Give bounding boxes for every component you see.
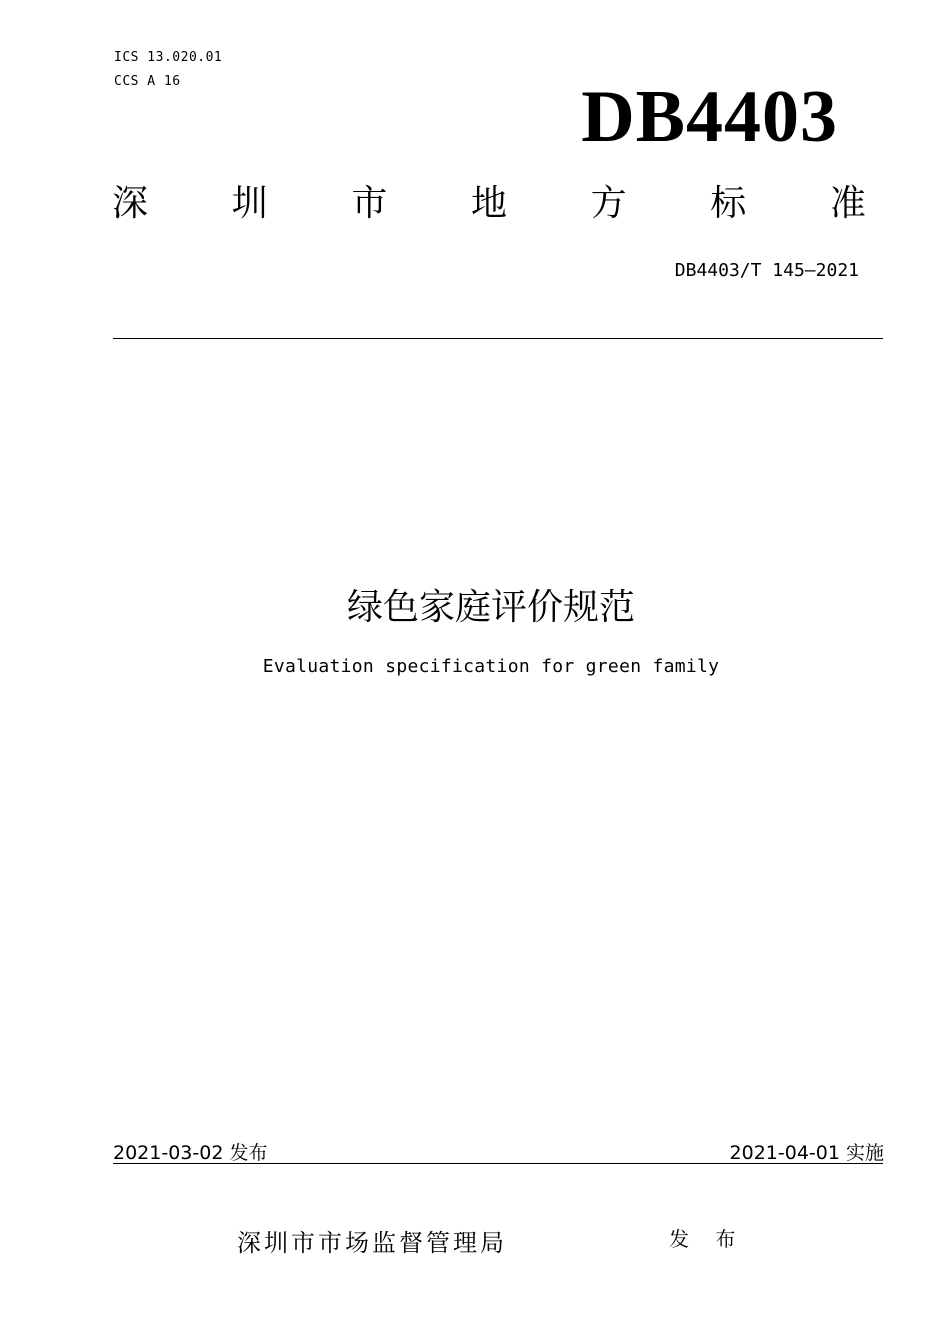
publish-label: 发 布 [669,1227,746,1251]
standard-category-char: 地 [470,183,507,224]
standard-category-title [112,183,866,224]
bottom-divider [113,1163,883,1164]
standard-category-char: 方 [590,183,627,224]
ccs-code: CCS A 16 [114,74,181,89]
document-title-english: Evaluation specification for green family [262,656,720,677]
top-divider [113,338,883,339]
implementation-date: 2021-04-01 实施 [729,1142,884,1164]
standard-category-char: 圳 [231,183,268,224]
standard-category-char: 深 [112,183,149,224]
standard-category-char: 标 [710,183,747,224]
document-title-chinese: 绿色家庭评价规范 [346,587,635,628]
ics-code: ICS 13.020.01 [114,50,223,65]
standard-prefix-code: DB4403 [581,76,838,158]
standard-category-char: 准 [829,183,866,224]
standard-number: DB4403/T 145—2021 [674,260,859,281]
issue-date: 2021-03-02 发布 [113,1142,268,1164]
standard-category-char: 市 [351,183,388,224]
issuing-authority: 深圳市市场监督管理局 [237,1229,507,1257]
